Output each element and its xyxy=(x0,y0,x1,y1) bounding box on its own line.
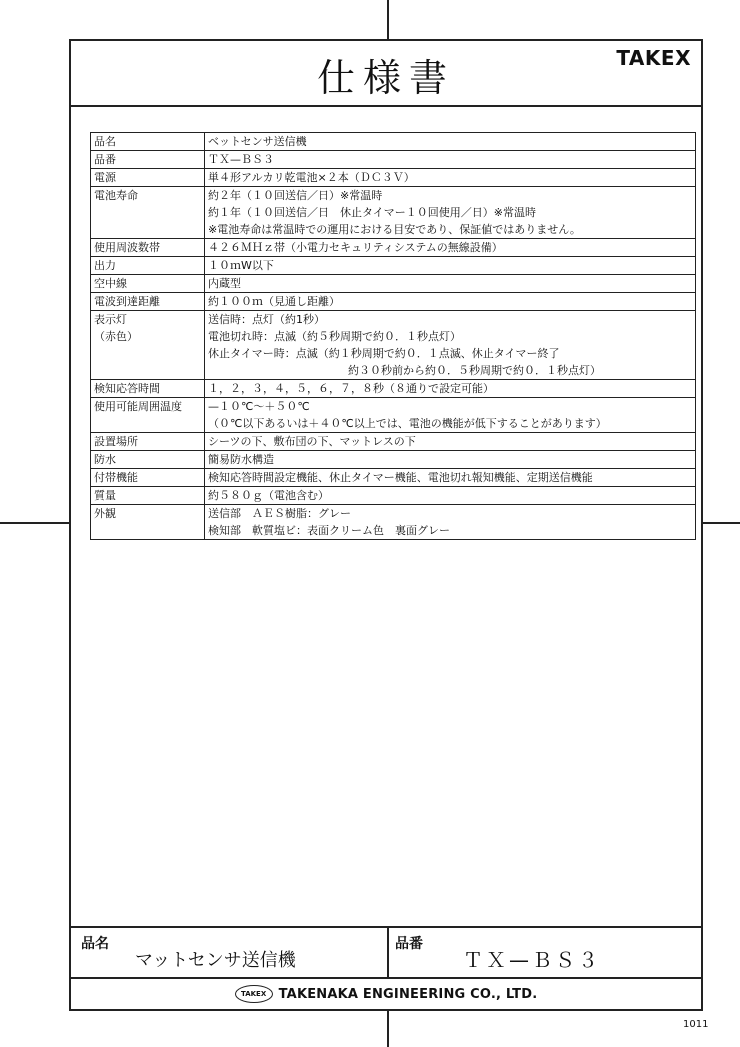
spec-row xyxy=(91,257,696,275)
company-name: TAKENAKA ENGINEERING CO., LTD. xyxy=(278,986,538,1002)
spec-row xyxy=(91,133,696,151)
spec-label-line: 検知応答時間 xyxy=(94,382,160,395)
spec-label xyxy=(91,187,205,239)
spec-value-line: 約５８０ｇ（電池含む） xyxy=(208,489,329,502)
spec-label xyxy=(91,239,205,257)
product-name-value: マットセンサ送信機 xyxy=(135,950,296,971)
crop-mark-right xyxy=(703,522,740,524)
spec-label-line: 品名 xyxy=(94,135,116,148)
page-code: 1011 xyxy=(683,1019,709,1030)
spec-row xyxy=(91,487,696,505)
spec-label-line: （赤色） xyxy=(94,330,138,343)
spec-label-line: 品番 xyxy=(94,153,116,166)
spec-label-line: 設置場所 xyxy=(94,435,138,448)
spec-value xyxy=(205,169,696,187)
spec-value-line: シーツの下、敷布団の下、マットレスの下 xyxy=(208,435,416,448)
spec-row xyxy=(91,469,696,487)
spec-label-line: 外観 xyxy=(94,507,116,520)
spec-value xyxy=(205,275,696,293)
spec-row xyxy=(91,433,696,451)
title-block-divider xyxy=(387,928,389,977)
spec-value xyxy=(205,380,696,398)
spec-label-line: 出力 xyxy=(94,259,116,272)
product-code-label: 品番 xyxy=(395,936,423,952)
spec-row xyxy=(91,151,696,169)
spec-value-line: （０℃以下あるいは＋４０℃以上では、電池の機能が低下することがあります） xyxy=(208,417,607,430)
spec-value-line: 簡易防水構造 xyxy=(208,453,274,466)
spec-row xyxy=(91,451,696,469)
spec-value xyxy=(205,451,696,469)
spec-row xyxy=(91,311,696,380)
spec-label-line: 表示灯 xyxy=(94,313,127,326)
spec-value xyxy=(205,257,696,275)
spec-row xyxy=(91,187,696,239)
company-logo-icon: TAKEX xyxy=(235,985,273,1003)
crop-mark-left xyxy=(0,522,69,524)
spec-value-line: 約１００ｍ（見通し距離） xyxy=(208,295,340,308)
spec-label-line: 付帯機能 xyxy=(94,471,138,484)
spec-label-line: 質量 xyxy=(94,489,116,502)
spec-label xyxy=(91,293,205,311)
spec-value xyxy=(205,293,696,311)
crop-mark-top xyxy=(387,0,389,39)
spec-value-line: —１０℃～＋５０℃ xyxy=(208,400,310,413)
spec-value xyxy=(205,487,696,505)
spec-value-line: １，２，３，４，５，６，７，８秒（８通りで設定可能） xyxy=(208,382,494,395)
spec-value-line: 単４形アルカリ乾電池×２本（ＤＣ３Ｖ） xyxy=(208,171,415,184)
spec-value-line: ＴＸ—ＢＳ３ xyxy=(208,153,274,166)
spec-value xyxy=(205,433,696,451)
spec-value xyxy=(205,151,696,169)
spec-value xyxy=(205,187,696,239)
spec-row xyxy=(91,169,696,187)
title-block xyxy=(71,926,701,979)
spec-value-line: ※電池寿命は常温時での運用における目安であり、保証値ではありません。 xyxy=(208,223,581,236)
spec-value-line: 電池切れ時：点滅（約５秒周期で約０．１秒点灯） xyxy=(208,330,461,343)
product-code-value: ＴＸ—ＢＳ３ xyxy=(463,948,601,972)
document-header xyxy=(71,41,701,107)
spec-label xyxy=(91,398,205,433)
spec-value-line: １０ｍW以下 xyxy=(208,259,274,272)
spec-value-line: 送信時：点灯（約1秒） xyxy=(208,313,325,326)
brand-logo: TAKEX xyxy=(616,46,691,70)
spec-label xyxy=(91,151,205,169)
spec-row xyxy=(91,293,696,311)
spec-row xyxy=(91,239,696,257)
spec-label xyxy=(91,133,205,151)
document-frame xyxy=(69,39,703,1011)
company-block xyxy=(71,979,701,1009)
spec-table xyxy=(90,132,696,540)
spec-label xyxy=(91,311,205,380)
spec-label-line: 防水 xyxy=(94,453,116,466)
spec-row xyxy=(91,275,696,293)
spec-value-line: 休止タイマー時：点滅（約１秒周期で約０．１点滅、休止タイマー終了 xyxy=(208,347,560,360)
spec-row xyxy=(91,398,696,433)
spec-label-line: 空中線 xyxy=(94,277,127,290)
crop-mark-bottom xyxy=(387,1011,389,1047)
spec-value-line: 送信部 ＡＥＳ樹脂：グレー xyxy=(208,507,351,520)
spec-label xyxy=(91,257,205,275)
spec-row xyxy=(91,505,696,540)
spec-label xyxy=(91,505,205,540)
spec-label-line: 電源 xyxy=(94,171,116,184)
spec-value xyxy=(205,469,696,487)
spec-row xyxy=(91,380,696,398)
spec-label xyxy=(91,451,205,469)
spec-value xyxy=(205,311,696,380)
spec-label xyxy=(91,469,205,487)
spec-table-body xyxy=(91,133,696,540)
spec-label-line: 電池寿命 xyxy=(94,189,138,202)
spec-value-line: 約２年（１０回送信／日）※常温時 xyxy=(208,189,383,202)
spec-label-line: 使用周波数帯 xyxy=(94,241,160,254)
spec-label-line: 使用可能周囲温度 xyxy=(94,400,182,413)
spec-label xyxy=(91,169,205,187)
spec-value-line: 内蔵型 xyxy=(208,277,241,290)
spec-value-line: 検知部 軟質塩ビ：表面クリーム色 裏面グレー xyxy=(208,524,450,537)
spec-label-line: 電波到達距離 xyxy=(94,295,160,308)
spec-value-line: 約１年（１０回送信／日 休止タイマー１０回使用／日）※常温時 xyxy=(208,206,536,219)
spec-value xyxy=(205,239,696,257)
spec-value-line: ベットセンサ送信機 xyxy=(208,135,307,148)
spec-label xyxy=(91,380,205,398)
product-name-label: 品名 xyxy=(81,936,109,952)
spec-label xyxy=(91,433,205,451)
spec-value xyxy=(205,505,696,540)
spec-value-line: ４２６ＭＨｚ帯（小電力セキュリティシステムの無線設備） xyxy=(208,241,503,254)
spec-value-line: 検知応答時間設定機能、休止タイマー機能、電池切れ報知機能、定期送信機能 xyxy=(208,471,593,484)
spec-value-line: 約３０秒前から約０．５秒周期で約０．１秒点灯） xyxy=(348,364,601,377)
spec-value xyxy=(205,133,696,151)
spec-label xyxy=(91,487,205,505)
document-title: 仕様書 xyxy=(316,56,455,100)
spec-value xyxy=(205,398,696,433)
spec-label xyxy=(91,275,205,293)
